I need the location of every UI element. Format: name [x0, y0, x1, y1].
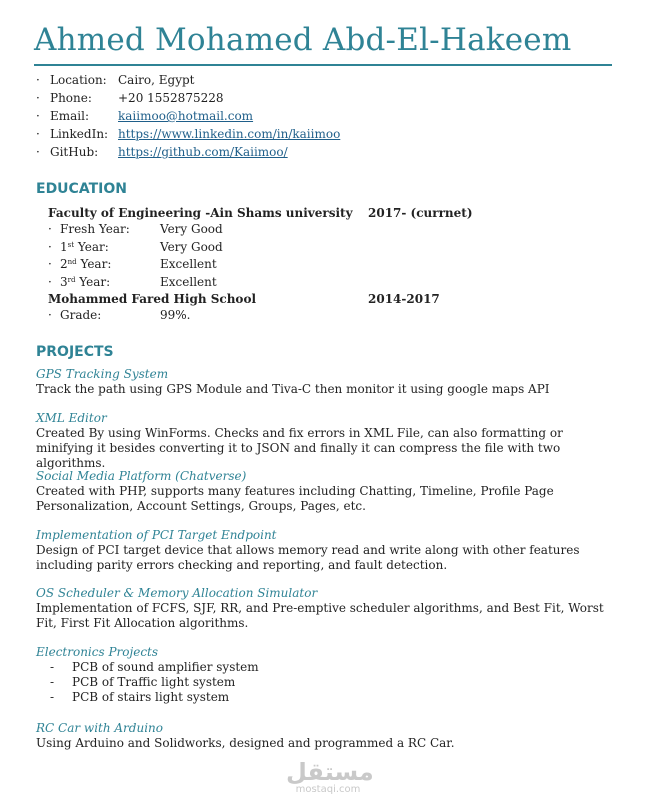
- project-title: Electronics Projects: [36, 645, 159, 659]
- project-list: [36, 660, 616, 705]
- grade-row: [48, 274, 353, 292]
- project-description: Using Arduino and Solidworks, designed and programmed a RC Car.: [36, 736, 455, 750]
- education-heading: EDUCATION: [36, 181, 127, 197]
- watermark-arabic: مستقل: [286, 758, 374, 786]
- grade-value: Very Good: [160, 222, 223, 236]
- project-electronics: [36, 645, 616, 705]
- grade-row: [48, 307, 256, 325]
- contact-github: [36, 143, 340, 161]
- email-link[interactable]: kaiimoo@hotmail.com: [118, 109, 254, 123]
- project-description: Track the path using GPS Module and Tiva-C then monitor it using google maps API: [36, 382, 550, 396]
- bullet: ·: [36, 127, 40, 141]
- contact-label: Location:: [50, 73, 107, 87]
- contact-value: Cairo, Egypt: [118, 73, 195, 87]
- title-rule: [34, 64, 612, 66]
- school-header: [48, 291, 440, 307]
- list-item: - PCB of stairs light system: [36, 690, 616, 705]
- contact-location: [36, 71, 340, 89]
- education-entry-university: [48, 205, 473, 291]
- project-description: Created By using WinForms. Checks and fix errors in XML File, can also formatting or minifying it besides converting it to JSON and finally it can compress the file with two algorithms.: [36, 426, 563, 470]
- project-title: RC Car with Arduino: [36, 721, 163, 735]
- school-name: Faculty of Engineering -Ain Shams university: [48, 206, 353, 220]
- project-gps: [36, 367, 616, 397]
- school-period: 2014-2017: [368, 292, 440, 306]
- contact-email: [36, 107, 340, 125]
- dash: -: [50, 690, 55, 704]
- linkedin-link[interactable]: https://www.linkedin.com/in/kaiimoo: [118, 127, 341, 141]
- contact-label: Phone:: [50, 91, 92, 105]
- project-description: Implementation of FCFS, SJF, RR, and Pre-emptive scheduler algorithms, and Best Fit, Worst Fit, First Fit Allocation algorithms.: [36, 601, 604, 630]
- list-item: - PCB of Traffic light system: [36, 675, 616, 690]
- project-pci: [36, 528, 616, 573]
- project-chatverse: [36, 469, 616, 514]
- projects-heading: PROJECTS: [36, 344, 114, 360]
- bullet: ·: [48, 308, 52, 322]
- contact-linkedin: [36, 125, 340, 143]
- bullet: ·: [36, 91, 40, 105]
- grade-value: Very Good: [160, 239, 223, 254]
- project-os-scheduler: [36, 586, 616, 631]
- project-title: XML Editor: [36, 411, 107, 425]
- project-title: GPS Tracking System: [36, 367, 169, 381]
- school-header: [48, 205, 473, 221]
- project-description: Created with PHP, supports many features including Chatting, Timeline, Profile Page Personalization, Account Settings, Groups, Pages, etc.: [36, 484, 554, 513]
- grade-value: Excellent: [160, 274, 217, 289]
- dash: -: [50, 675, 55, 689]
- grade-label: 1st Year:: [60, 239, 109, 254]
- bullet: ·: [36, 73, 40, 87]
- github-link[interactable]: https://github.com/Kaiimoo/: [118, 145, 288, 159]
- bullet: ·: [48, 239, 52, 254]
- grade-value: 99%.: [160, 308, 191, 322]
- watermark-latin: mostaqi.com: [295, 784, 361, 795]
- grade-value: Excellent: [160, 257, 217, 271]
- school-name: Mohammed Fared High School: [48, 292, 257, 306]
- mostaql-watermark: [286, 758, 374, 796]
- bullet: ·: [36, 145, 40, 159]
- grade-row: [48, 221, 353, 239]
- bullet: ·: [48, 274, 52, 289]
- school-period: 2017- (currnet): [368, 206, 473, 220]
- grade-label: 2nd Year:: [60, 257, 112, 271]
- project-xml-editor: [36, 411, 616, 471]
- list-item: - PCB of sound amplifier system: [36, 660, 616, 675]
- contact-phone: [36, 89, 340, 107]
- grade-label: Fresh Year:: [60, 222, 130, 236]
- project-title: Social Media Platform (Chatverse): [36, 469, 247, 483]
- contact-list: [36, 71, 340, 161]
- project-rc-car: [36, 721, 616, 751]
- contact-label: Email:: [50, 109, 90, 123]
- contact-label: GitHub:: [50, 145, 99, 159]
- grade-label: Grade:: [60, 308, 102, 322]
- contact-label: LinkedIn:: [50, 127, 109, 141]
- resume-name: Ahmed Mohamed Abd-El-Hakeem: [34, 22, 572, 58]
- bullet: ·: [48, 222, 52, 236]
- contact-value: +20 1552875228: [118, 91, 224, 105]
- project-description: Design of PCI target device that allows memory read and write along with other features including parity errors checking and reporting, and fault detection.: [36, 543, 580, 572]
- grade-label: 3rd Year:: [60, 274, 111, 289]
- grade-row: [48, 239, 353, 257]
- dash: -: [50, 660, 55, 674]
- project-title: Implementation of PCI Target Endpoint: [36, 528, 277, 542]
- grade-row: [48, 256, 353, 274]
- bullet: ·: [36, 109, 40, 123]
- education-entry-highschool: [48, 291, 440, 325]
- project-title: OS Scheduler & Memory Allocation Simulator: [36, 586, 318, 600]
- bullet: ·: [48, 257, 52, 271]
